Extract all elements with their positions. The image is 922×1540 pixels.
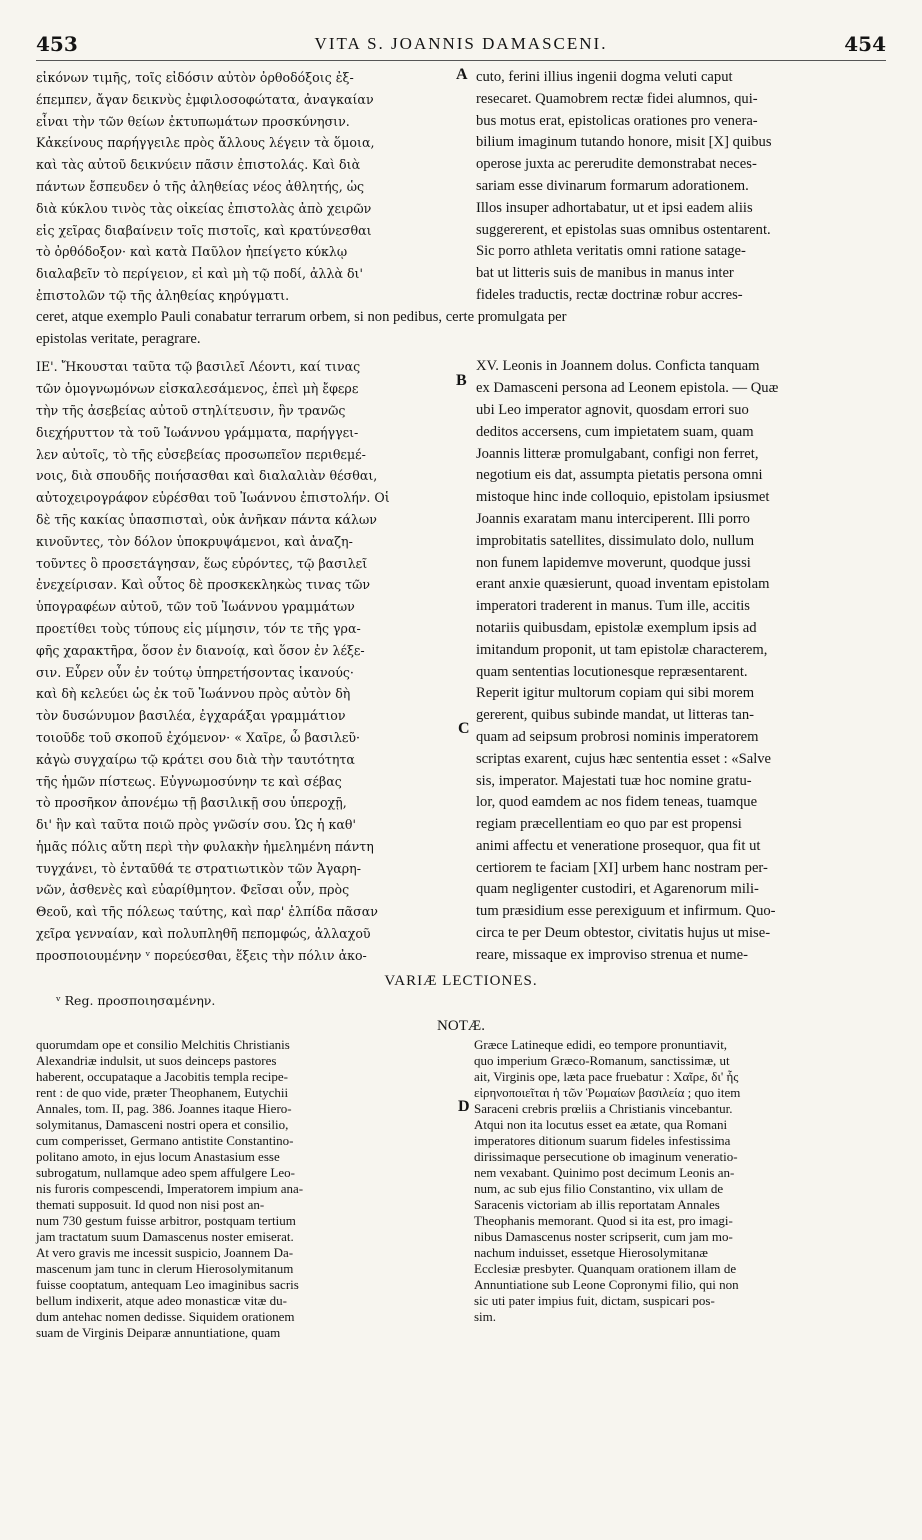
- note-line: Alexandriæ indulsit, ut suos deinceps pastores: [36, 1052, 277, 1068]
- greek-line: προσποιουμένην ᵛ πορεύεσθαι, ἕξεις τὴν πόλιν ἀκο-: [36, 947, 367, 963]
- greek-line: λεν αὐτοῖς, τὸ τῆς εὐσεβείας προσωπεῖον περιθεμέ-: [36, 446, 366, 462]
- greek-line: τὴν τῆς ἀσεβείας αὐτοῦ στηλίτευσιν, ἣν τρανῶς: [36, 402, 346, 418]
- running-header: [36, 30, 886, 61]
- greek-line: νῶν, ἀσθενὲς καὶ εὐαρίθμητον. Φεῖσαι οὖν, πρὸς: [36, 882, 350, 898]
- note-line: rent : de quo vide, præter Theophanem, Eutychii: [36, 1084, 289, 1100]
- latin-line: Joannis exaratam manu interciperent. Illi porro: [476, 510, 750, 527]
- greek-line: εἰς χεῖρας διαβαίνειν τοῖς πιστοῖς, καὶ κρατύνεσθαι: [36, 222, 372, 238]
- latin-line: imitandum proponit, ut tam epistolæ characterem,: [476, 641, 768, 658]
- latin-line: resecaret. Quamobrem rectæ fidei alumnos, qui-: [476, 90, 758, 107]
- latin-column-1: [476, 67, 886, 307]
- latin-line: mistoque hinc inde colloquio, epistolam ipsiusmet: [476, 489, 770, 506]
- latin-line: improbitatis satellites, dissimulato dolo, nullum: [476, 532, 755, 549]
- greek-line: τοῦντες ὃ προσετάγησαν, ἕως εὑρόντες, τῷ βασιλεῖ: [36, 555, 368, 571]
- latin-line: quam sententias locutionesque repræsentarent.: [476, 663, 748, 680]
- latin-line: tum præsidium esse perexiguum et infirmum. Quo-: [476, 903, 776, 920]
- greek-line: Θεοῦ, καὶ τῆς πόλεως ταύτης, καὶ παρ' ἐλπίδα πᾶσαν: [36, 904, 378, 920]
- latin-line: bat ut litteris suis de manibus in manus inter: [476, 265, 734, 282]
- note-line: subrogatum, nullamque adeo spem affulgere Leo-: [36, 1164, 295, 1180]
- notes-block: [36, 1037, 886, 1341]
- latin-line: bus motus erat, epistolicas orationes pro venera-: [476, 112, 758, 129]
- note-line: mascenum jam tunc in clerum Hierosolymitanum: [36, 1260, 294, 1276]
- greek-line: έπεμπεν, ἄγαν δεικνὺς ἐμφιλοσοφώτατα, ἀναγκαίαν: [36, 91, 374, 107]
- greek-line: προετίθει τοὺς τύπους εἰς μίμησιν, τόν τε τῆς γρα-: [36, 620, 361, 636]
- text-block-1: [36, 67, 886, 307]
- note-line: solymitanus, Damasceni nostri opera et consilio,: [36, 1116, 289, 1132]
- greek-line: πάντων ἔσπευδεν ὁ τῆς ἀληθείας νέος ἀθλητής, ὡς: [36, 178, 365, 194]
- margin-letter-d: D: [458, 1098, 470, 1115]
- note-line: quorumdam ope et consilio Melchitis Christianis: [36, 1036, 290, 1052]
- page: [36, 30, 886, 1341]
- greek-line: τῆς ἡμῶν πίστεως. Εὐγνωμοσύνην τε καὶ σέβας: [36, 773, 342, 789]
- greek-line: εἰκόνων τιμῆς, τοῖς εἰδόσιν αὐτὸν ὀρθοδόξοις ἐξ-: [36, 70, 354, 85]
- note-line: Græce Latineque edidi, eo tempore pronuntiavit,: [474, 1036, 728, 1052]
- latin-line: lor, quod eamdem ac nos fidem teneas, tuamque: [476, 794, 758, 811]
- greek-line: εἶναι τὴν τῶν θείων ἐκτυπωμάτων προσκύνησιν.: [36, 113, 350, 129]
- greek-line: Κἀκείνους παρήγγειλε πρὸς ἄλλους λέγειν τὰ ὅμοια,: [36, 135, 375, 151]
- greek-line: καὶ δὴ κελεύει ὡς ἐκ τοῦ Ἰωάννου πρὸς αὐτὸν δὴ: [36, 686, 351, 702]
- notae-title: NOTÆ.: [437, 1017, 485, 1034]
- greek-line: διὰ κύκλου τινὸς τὰς οἰκείας ἐπιστολὰς ἀπὸ χειρῶν: [36, 200, 372, 216]
- variant-reading: ᵛ Reg. προσποιησαμένην.: [56, 992, 216, 1008]
- note-line: haberent, occupataque a Jacobitis templa recipe-: [36, 1068, 288, 1084]
- latin-line: quam ad seipsum probrosi nominis imperatorem: [476, 728, 759, 745]
- note-line: sic uti pater impius fuit, dictam, suspicari pos-: [474, 1292, 715, 1308]
- right-page-number: 454: [844, 32, 886, 56]
- bridge-line: ceret, atque exemplo Pauli conabatur terrarum orbem, si non pedibus, certe promulgata per: [36, 308, 567, 325]
- note-line: Annuntiatione sub Leone Copronymi filio, qui non: [474, 1276, 739, 1292]
- greek-line: τοιοῦδε τοῦ σκοποῦ ἐχόμενον· « Χαῖρε, ὦ βασιλεῦ·: [36, 729, 361, 745]
- latin-line: fideles traductis, rectæ doctrinæ robur accres-: [476, 286, 743, 303]
- note-line: Ecclesiæ presbyter. Quanquam orationem illam de: [474, 1260, 737, 1276]
- greek-line: διεχήρυττον τὰ τοῦ Ἰωάννου γράμματα, παρήγγει-: [36, 424, 359, 440]
- greek-line: δι' ἣν καὶ ταῦτα ποιῶ πρὸς γνῶσίν σου. Ὡς ἡ καθ': [36, 817, 356, 833]
- note-line: imperatores ditionum suarum fideles infestissima: [474, 1132, 731, 1148]
- note-line: suam de Virginis Deiparæ annuntiatione, quam: [36, 1324, 281, 1340]
- latin-line: erant anxie quæsierunt, quoad inventam epistolam: [476, 576, 770, 593]
- latin-line: reare, missaque ex improviso strenua et nume-: [476, 946, 748, 963]
- latin-line: scriptas exarent, cujus hæc sententia esset : «Salve: [476, 750, 772, 767]
- latin-line: sis, imperator. Majestati tuæ hoc nomine gratu-: [476, 772, 752, 789]
- note-line: dum antehac nomen dedisse. Siquidem orationem: [36, 1308, 295, 1324]
- latin-line: imperatori traderent in manus. Tum ille, accitis: [476, 598, 750, 615]
- latin-line: gererent, quibus subinde mandat, ut litteras tan-: [476, 707, 755, 724]
- note-line: themati supposuit. Id quod non nisi post an-: [36, 1196, 265, 1212]
- greek-line: τῶν ὁμογνωμόνων εἰσκαλεσάμενος, ἐπεὶ μὴ ἔφερε: [36, 381, 359, 397]
- bridge-line: epistolas veritate, peragrare.: [36, 330, 201, 347]
- latin-line: operose juxta ac pererudite demonstrabat neces-: [476, 156, 757, 173]
- greek-line: τὸ ὀρθόδοξον· καὶ κατὰ Παῦλον ἠπείγετο κύκλῳ: [36, 244, 348, 260]
- note-line: Saracenis victoriam ab illis reportatam Annales: [474, 1196, 720, 1212]
- latin-line: sariam esse divinarum formarum adorationem.: [476, 177, 749, 194]
- greek-line: ἐνεχείρισαν. Καὶ οὗτος δὲ προσκεκληκὼς τινας τῶν: [36, 577, 371, 593]
- greek-line: χεῖρα γενναίαν, καὶ πολυπληθῆ πεπομφώς, ἀλλαχοῦ: [36, 926, 371, 942]
- greek-line: ἡμᾶς πόλις αὕτη περὶ τὴν φυλακὴν ἠμελημένη πάντη: [36, 838, 374, 854]
- latin-line: ubi Leo imperator agnovit, quosdam errori suo: [476, 401, 749, 418]
- greek-line: κινοῦντες, τὸν δόλον ὑποκρυψάμενοι, καὶ ἀναζη-: [36, 533, 353, 549]
- note-line: dirissimaque persecutione ob imaginum veneratio-: [474, 1148, 738, 1164]
- note-line: cum comperisset, Germano antistite Constantino-: [36, 1132, 294, 1148]
- greek-line: κἀγὼ συγχαίρω τῷ κράτει σου διὰ τὴν ταυτότητα: [36, 751, 355, 767]
- greek-line: τὸ προσῆκον ἀπονέμω τῇ βασιλικῇ σου ὑπεροχῇ,: [36, 795, 347, 811]
- latin-column-2: [476, 356, 886, 966]
- greek-line: τὸν δυσώνυμον βασιλέα, ἐγχαράξαι γραμμάτιον: [36, 708, 346, 724]
- note-line: Annales, tom. II, pag. 386. Joannes itaque Hiero-: [36, 1100, 292, 1116]
- bridge-text: [36, 307, 886, 351]
- notes-left-column: [36, 1037, 448, 1341]
- latin-line: regiam præcellentiam eo quo par est propensi: [476, 816, 742, 833]
- running-title: VITA S. JOANNIS DAMASCENI.: [314, 34, 608, 53]
- note-line: quo imperium Græco-Romanum, sanctissimæ, ut: [474, 1052, 730, 1068]
- note-line: ait, Virginis ope, læta pace fruebatur : Χαῖρε, δι' ἧς: [474, 1068, 739, 1084]
- note-line: εἰρηνοποιεῖται ἡ τῶν Ῥωμαίων βασιλεία ; quo item: [474, 1084, 741, 1100]
- greek-column-2: [36, 356, 446, 966]
- latin-line: circa te per Deum obtestor, civitatis hujus ut mise-: [476, 925, 771, 942]
- variae-lectiones-title: VARIÆ LECTIONES.: [384, 972, 538, 989]
- latin-line: bilium imaginum tutando honore, misit [X] quibus: [476, 134, 772, 151]
- latin-line: Joannis litteræ promulgabant, configi non ferret,: [476, 445, 759, 462]
- greek-line: αὐτοχειρογράφον εὑρέσθαι τοῦ Ἰωάννου ἐπιστολήν. Οἱ: [36, 490, 390, 506]
- note-line: Saraceni crebris prœliis a Christianis vincebantur.: [474, 1100, 733, 1116]
- note-line: nachum induisset, essetque Hierosolymitanæ: [474, 1244, 708, 1260]
- note-line: fuisse cooptatum, antequam Leo imaginibus sacris: [36, 1276, 299, 1292]
- greek-line: ΙΕ'. Ἤκουσται ταῦτα τῷ βασιλεῖ Λέοντι, καί τινας: [36, 359, 361, 375]
- margin-letter-b: B: [456, 372, 467, 389]
- note-line: nis furoris compescendi, Imperatorem impium ana-: [36, 1180, 304, 1196]
- greek-line: νοις, διὰ σπουδῆς ποιήσασθαι καὶ διαλαλιὰν θέσθαι,: [36, 468, 378, 484]
- note-line: Atqui non ita locutus esset ea ætate, qua Romani: [474, 1116, 728, 1132]
- greek-line: σιν. Εὗρεν οὖν ἐν τούτῳ ὑπηρετήσοντας ἱκανούς·: [36, 664, 354, 680]
- latin-line: deditos accersens, cum impietatem suam, quam: [476, 423, 754, 440]
- latin-line: negotium eis dat, assumpta pietatis persona omni: [476, 467, 763, 484]
- greek-line: ἐπιστολῶν τῷ τῆς ἀληθείας κηρύγματι.: [36, 287, 290, 303]
- note-line: num 730 gestum fuisse arbitror, postquam tertium: [36, 1212, 296, 1228]
- note-line: sim.: [474, 1308, 497, 1324]
- note-line: nem vexabant. Quinimo post decimum Leonis an-: [474, 1164, 735, 1180]
- note-line: Theophanis memorant. Quod si ita est, pro imagi-: [474, 1212, 733, 1228]
- latin-line: animi affectu et veneratione prosequor, qua fit ut: [476, 837, 761, 854]
- latin-line: suggererent, et epistolas suas omnibus ostentarent.: [476, 221, 771, 238]
- note-line: nibus Damascenus noster scripserit, cum jam mo-: [474, 1228, 733, 1244]
- greek-line: διαλαβεῖν τὸ περίγειον, εἰ καὶ μὴ τῷ ποδί, ἀλλὰ δι': [36, 266, 363, 282]
- greek-line: καὶ τὰς αὐτοῦ δεικνύειν πᾶσιν ἐπιστολάς. Καὶ διὰ: [36, 157, 361, 173]
- note-line: num, ac sub ejus filio Constantino, vix ullam de: [474, 1180, 724, 1196]
- note-line: politano amoto, in ejus locum Anastasium esse: [36, 1148, 280, 1164]
- margin-letter-c: C: [458, 720, 470, 737]
- greek-line: τυγχάνει, τὸ ἐνταῦθά τε στρατιωτικὸν τῶν Ἀγαρη-: [36, 860, 361, 876]
- notes-right-column: [474, 1037, 886, 1341]
- latin-line: ex Damasceni persona ad Leonem epistola. — Quæ: [476, 380, 779, 397]
- greek-column-1: [36, 67, 446, 307]
- greek-line: ὑπογραφέων αὐτοῦ, τῶν τοῦ Ἰωάννου γραμμάτων: [36, 599, 355, 615]
- latin-line: non funem lapidemve moverunt, quodque jussi: [476, 554, 751, 571]
- greek-line: δὲ τῆς κακίας ὑπασπισταὶ, οὐκ ἀνῆκαν πάντα κάλων: [36, 511, 377, 527]
- latin-line: Sic porro athleta veritatis omni ratione satage-: [476, 243, 746, 260]
- latin-line: notariis quibusdam, epistolæ exemplum ipsis ad: [476, 619, 757, 636]
- latin-line: certiorem te faciam [XI] urbem hanc nostram per-: [476, 859, 768, 876]
- latin-line: XV. Leonis in Joannem dolus. Conficta tanquam: [476, 358, 760, 375]
- note-line: bellum indixerit, atque adeo monasticæ vitæ du-: [36, 1292, 287, 1308]
- margin-letter-a: A: [456, 66, 468, 83]
- latin-line: quam negligenter custodiri, et Agarenorum mili-: [476, 881, 759, 898]
- latin-line: Illos insuper adhortabatur, ut et ipsi eadem aliis: [476, 199, 753, 216]
- note-line: At vero gravis me incessit suspicio, Joannem Da-: [36, 1244, 294, 1260]
- note-line: jam tractatum suum Damascenus noster emiserat.: [36, 1228, 294, 1244]
- latin-line: Reperit igitur multorum copiam qui sibi morem: [476, 685, 755, 702]
- greek-line: φῆς χαρακτῆρα, ὅσον ἐν διανοίᾳ, καὶ ὅσον ἐν λέξε-: [36, 642, 365, 658]
- left-page-number: 453: [36, 32, 78, 56]
- latin-line: cuto, ferini illius ingenii dogma veluti caput: [476, 69, 733, 85]
- text-block-2: [36, 356, 886, 966]
